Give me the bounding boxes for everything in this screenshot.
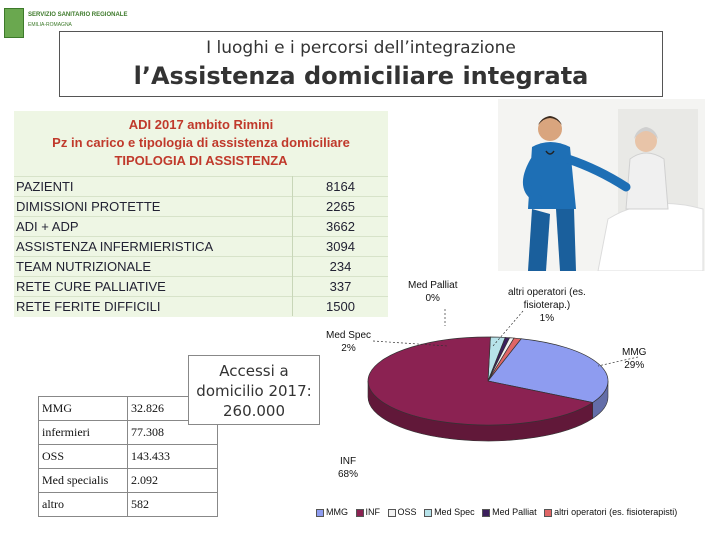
row-value: 337 [293,277,389,297]
legend-item-altri: altri operatori (es. fisioterapisti) [544,507,677,517]
row-label: RETE CURE PALLIATIVE [16,279,166,294]
nurse-patient-photo [498,99,705,271]
table-row [14,217,388,237]
row-value: 234 [293,257,389,277]
legend-item-mmg: MMG [316,507,348,517]
logo-text-line1: SERVIZIO SANITARIO REGIONALE [28,12,128,18]
adi-heading-3: TIPOLOGIA DI ASSISTENZA [114,153,288,168]
table-row [14,237,388,257]
row-value: 2.092 [128,469,218,493]
row-value: 3094 [293,237,389,257]
row-value: 3662 [293,217,389,237]
row-label: TEAM NUTRIZIONALE [16,259,152,274]
legend-item-med-palliat: Med Palliat [482,507,537,517]
callout-line2: domicilio 2017: [196,382,312,400]
row-value: 77.308 [128,421,218,445]
table-row [39,469,218,493]
table-row [14,177,388,197]
callout-line3: 260.000 [222,402,286,420]
table-row [39,445,218,469]
label-altri: altri operatori (es. fisioterap.) 1% [508,287,586,324]
row-value: 1500 [293,297,389,317]
label-mmg: MMG 29% [622,347,647,371]
table-row [14,197,388,217]
pie-chart-svg [308,271,706,525]
row-value: 582 [128,493,218,517]
row-value: 2265 [293,197,389,217]
chart-legend [316,507,702,517]
row-label: RETE FERITE DIFFICILI [16,299,161,314]
row-value: 143.433 [128,445,218,469]
logo-mark [4,8,24,38]
row-value: 8164 [293,177,389,197]
adi-heading-2: Pz in carico e tipologia di assistenza domiciliare [52,135,350,150]
row-label: OSS [39,445,128,469]
legend-item-inf: INF [356,507,381,517]
row-value: 32.826 [128,397,218,421]
title-box [59,31,663,97]
callout-line1: Accessi a [219,362,289,380]
access-callout [188,355,320,425]
row-label: infermieri [39,421,128,445]
label-med-spec: Med Spec 2% [326,330,372,354]
row-label: PAZIENTI [16,179,74,194]
label-inf: INF 68% [338,456,359,480]
page-subtitle: I luoghi e i percorsi dell’integrazione [206,38,516,58]
page-title: l’Assistenza domiciliare integrata [133,62,589,90]
legend-item-oss: OSS [388,507,417,517]
row-label: MMG [39,397,128,421]
row-label: ASSISTENZA INFERMIERISTICA [16,239,214,254]
adi-heading-1: ADI 2017 ambito Rimini [128,117,274,132]
pie-chart [308,271,706,525]
label-med-palliat: Med Palliat 0% [408,280,458,304]
row-label: DIMISSIONI PROTETTE [16,199,161,214]
row-label: ADI + ADP [16,219,79,234]
table-row [39,493,218,517]
row-label: Med specialis [39,469,128,493]
legend-item-med-spec: Med Spec [424,507,475,517]
row-label: altro [39,493,128,517]
logo-text-line2: EMILIA-ROMAGNA [28,22,72,28]
